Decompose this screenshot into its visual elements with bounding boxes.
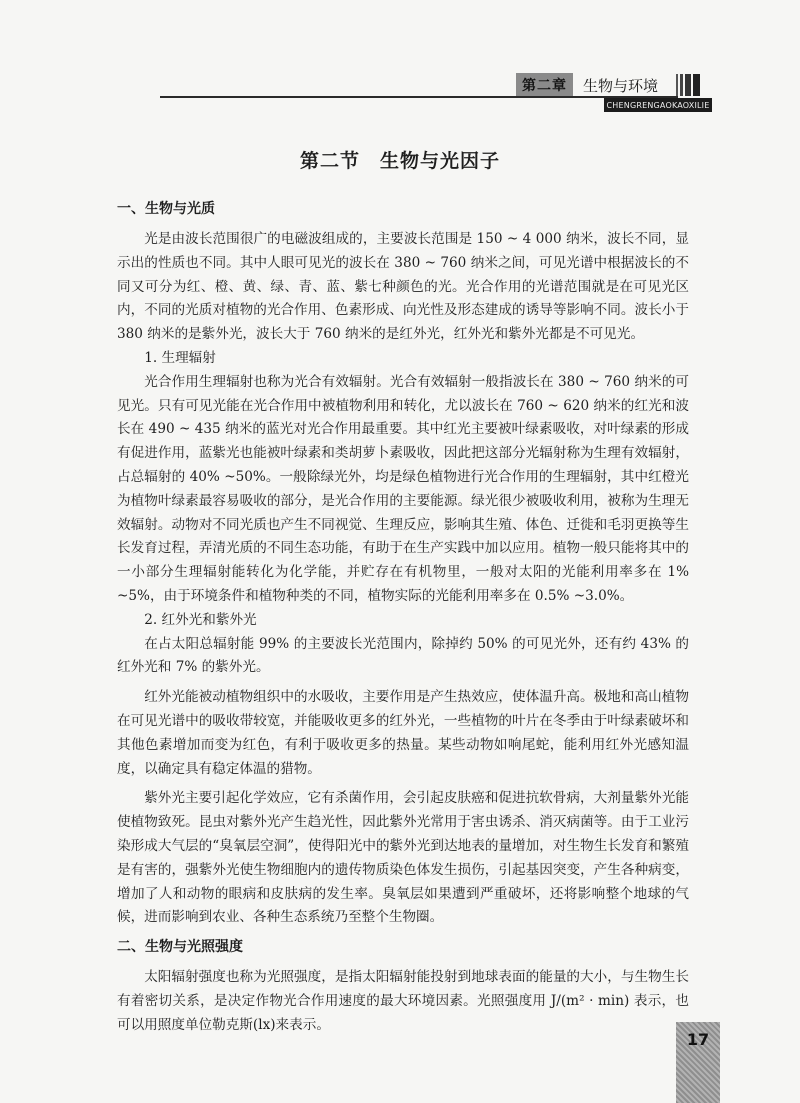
chapter-label: 第二章 — [516, 73, 573, 97]
section-title: 第二节 生物与光因子 — [299, 150, 500, 172]
header-rule — [160, 96, 678, 98]
page-header — [0, 0, 800, 110]
paragraph: 光是由波长范围很广的电磁波组成的，主要波长范围是 150 ~ 4 000 纳米，波长不同，显示出的性质也不同。其中人眼可见光的波长在 380 ~ 760 纳米之间，可见光谱中根据波长的不同又可分为红、橙、黄、绿、青、蓝、紫七种颜色的光。光合作用的光谱范围就是在可见光区内，不同的光质对植物的光合作用、色素形成、向光性及形态建成的诱导等影响不同。波长小于 380 纳米的是紫外光，波长大于 760 纳米的是红外光，红外光和紫外光都是不可见光。 — [117, 231, 689, 343]
paragraph: 在占太阳总辐射能 99% 的主要波长光范围内，除掉约 50% 的可见光外，还有约 43% 的红外光和 7% 的紫外光。 — [117, 635, 689, 676]
page-number: 17 — [686, 1030, 710, 1049]
body-text — [117, 198, 689, 1038]
section-heading-light-intensity: 二、生物与光照强度 — [117, 939, 243, 956]
subheading-physiological-radiation: 1. 生理辐射 — [144, 349, 216, 366]
paragraph: 紫外光主要引起化学效应，它有杀菌作用，会引起皮肤癌和促进抗软骨病，大剂量紫外光能使植物致死。昆虫对紫外光产生趋光性，因此紫外光常用于害虫诱杀、消灭病菌等。由于工业污染形成大气层的“臭氧层空洞”，使得阳光中的紫外光到达地表的量增加，对生物生长发育和繁殖是有害的，强紫外光使生物细胞内的遗传物质染色体发生损伤，引起基因突变，产生各种病变，增加了人和动物的眼病和皮肤病的发生率。臭氧层如果遭到严重破坏，还将影响整个地球的气候，进而影响到农业、各种生态系统乃至整个生物圈。 — [117, 790, 689, 926]
decorative-bars — [676, 72, 702, 96]
subheading-infrared-ultraviolet: 2. 红外光和紫外光 — [144, 611, 257, 628]
paragraph: 光合作用生理辐射也称为光合有效辐射。光合有效辐射一般指波长在 380 ~ 760 纳米的可见光。只有可见光能在光合作用中被植物利用和转化，尤以波长在 760 ~ 620 纳米的红光和波长在 490 ~ 435 纳米的蓝光对光合作用最重要。其中红光主要被叶绿素吸收，对叶绿素的形成有促进作用，蓝紫光也能被叶绿素和类胡萝卜素吸收，因此把这部分光辐射称为生理有效辐射，占总辐射的 40% ~50%。一般除绿光外，均是绿色植物进行光合作用的生理辐射，其中红橙光为植物叶绿素最容易吸收的部分，是光合作用的主要能源。绿光很少被吸收利用，被称为生理无效辐射。动物对不同光质也产生不同视觉、生理反应，影响其生殖、体色、迁徙和毛羽更换等生长发育过程，弄清光质的不同生态功能，有助于在生产实践中加以应用。植物一般只能将其中的一小部分生理辐射能转化为化学能，并贮存在有机物里，一般对太阳的光能利用率多在 1% ~5%，由于环境条件和植物种类的不同，植物实际的光能利用率多在 0.5% ~3.0%。 — [117, 373, 689, 604]
paragraph: 太阳辐射强度也称为光照强度，是指太阳辐射能投射到地球表面的能量的大小，与生物生长有着密切关系，是决定作物光合作用速度的最大环境因素。光照强度用 J/(m² · min) 表示，也可以用照度单位勒克斯(lx)来表示。 — [117, 969, 689, 1033]
chapter-title: 生物与环境 — [583, 76, 659, 95]
series-pinyin: CHENGRENGAOKAOXILIE — [604, 98, 712, 112]
paragraph: 红外光能被动植物组织中的水吸收，主要作用是产生热效应，使体温升高。极地和高山植物在可见光谱中的吸收带较宽，并能吸收更多的红外光，一些植物的叶片在冬季由于叶绿素破坏和其他色素增加而变为红色，有利于吸收更多的热量。某些动物如响尾蛇，能利用红外光感知温度，以确定具有稳定体温的猎物。 — [117, 689, 689, 777]
chapter-tag — [516, 74, 658, 96]
section-heading-light-quality: 一、生物与光质 — [117, 201, 215, 217]
